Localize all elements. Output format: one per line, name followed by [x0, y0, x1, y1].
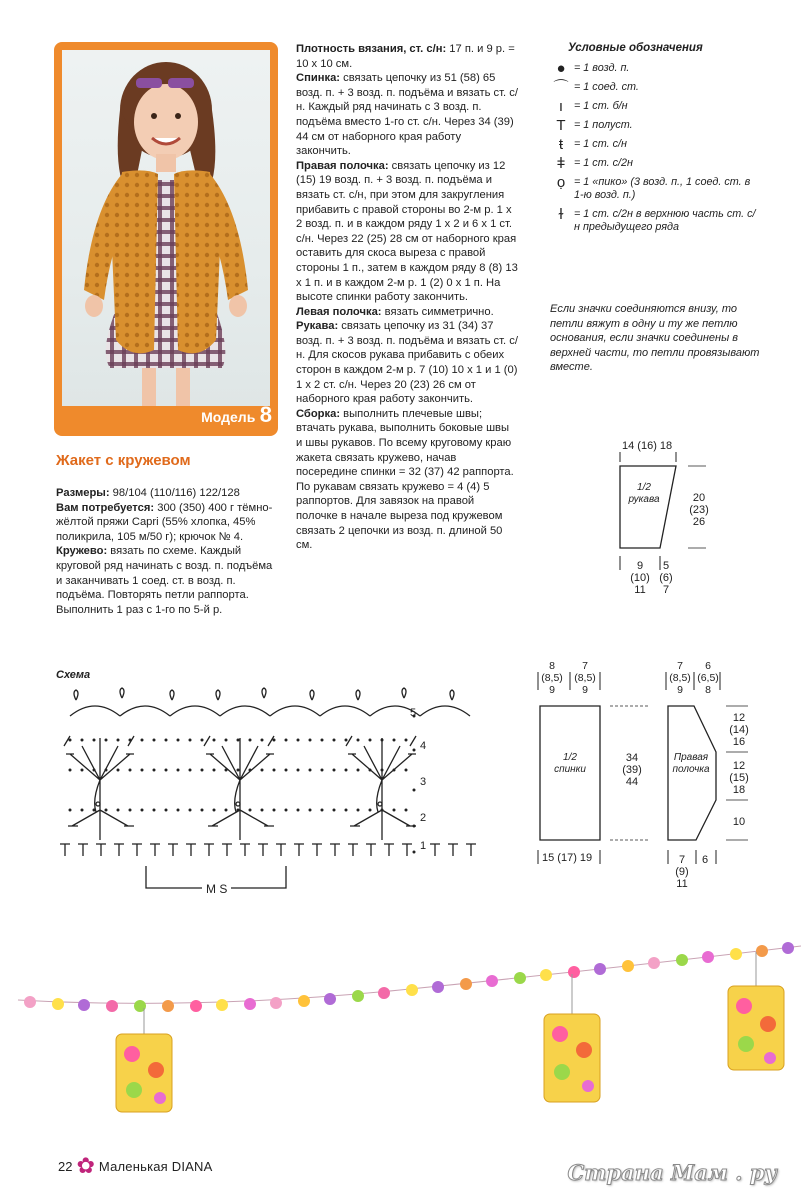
chart-motif	[204, 736, 274, 840]
back-tl-3: 9	[549, 684, 555, 696]
row-label-1: 1	[420, 840, 427, 852]
assembly-label: Сборка:	[296, 407, 341, 420]
row-label-2: 2	[420, 812, 427, 824]
sleeve-bl-2: (10)	[630, 572, 650, 584]
legend-text: = 1 ст. с/2н	[574, 157, 633, 169]
back-h-2: (39)	[622, 764, 642, 776]
picot-icon: ọ	[556, 174, 566, 191]
front-tr-2: (6,5)	[697, 672, 719, 684]
front-r1-3: 16	[732, 736, 746, 748]
back-value: связать цепочку из 51 (58) 65 возд. п. + 3 возд. п. подъёма и вязать ст. с/н. Каждый ряд начинать с 3 возд. п. подъёма вместо 1-го ст. с/н. Через 34 (39) 44 см от наборного края работу закончить.	[296, 72, 518, 158]
sleeve-label: 1/2 рукава	[628, 482, 660, 505]
legend-text: = 1 ст. с/н	[574, 138, 627, 150]
front-r2-1: 12	[732, 760, 746, 772]
materials-value: 300 (350) 400 г тёмно-жёлтой пряжи Capri (55% хлопка, 45% поликрила, 105 м/50 г); крючок № 4.	[56, 501, 273, 543]
front-tl-2: (8,5)	[669, 672, 691, 684]
front-bottom-left	[672, 854, 692, 890]
density-label: Плотность вязания, ст. с/н:	[296, 43, 447, 55]
left-front-label: Левая полочка:	[296, 305, 382, 318]
row-label-5: 5	[410, 707, 417, 719]
sleeve-br-2: (6)	[659, 572, 673, 584]
front-bl-3: 11	[676, 878, 688, 890]
materials-label: Вам потребуется:	[56, 501, 155, 514]
right-front-label: Правая полочка:	[296, 159, 389, 172]
treble-into-top-icon: ɫ	[558, 206, 564, 223]
row-label-3: 3	[420, 776, 427, 788]
garland-decoration	[0, 930, 801, 1130]
double-crochet-icon: ŧ	[558, 136, 564, 153]
front-label: Правая полочка	[672, 752, 710, 775]
front-tr-3: 8	[705, 684, 711, 696]
model-number: 8	[259, 402, 272, 427]
legend-text: = 1 ст. с/2н в верхнюю часть ст. с/н предыдущего ряда	[574, 208, 756, 233]
back-bottom: 15 (17) 19	[542, 852, 593, 864]
back-tl-1: 8	[549, 660, 555, 672]
sizes-value: 98/104 (110/116) 122/128	[109, 487, 240, 499]
sleeve-bottom-left	[628, 560, 652, 596]
back-label: 1/2 спинки	[554, 752, 586, 775]
legend-text: = 1 ст. б/н	[574, 100, 628, 112]
magazine-name: Маленькая DIANA	[98, 1158, 213, 1174]
row-label-4: 4	[420, 740, 427, 752]
sleeve-top-label: 14 (16) 18	[622, 440, 673, 452]
chart-motif	[346, 736, 416, 840]
front-top-right	[694, 660, 722, 696]
site-watermark: Страна Мам . ру	[567, 1160, 777, 1185]
back-tr-1: 7	[582, 660, 588, 672]
legend-text: = 1 «пико» (3 возд. п., 1 соед. ст. в 1-ю возд. п.)	[574, 176, 751, 201]
treble-crochet-icon: ǂ	[556, 155, 566, 172]
right-front-value: связать цепочку из 12 (15) 19 возд. п. + 3 возд. п. подъёма и вязать ст. с/н, при этом для закругления прибавить с правой стороны во 2-м р. 1 x 2 возд. п. и в каждом ряду 1 x 2 и 6 x 1 ст. с/н. Через 22 (25) 28 см от наборного края оставить для скоса выреза с правой стороны 1 п., затем в каждом ряду 8 (8) 13 x 1 п. и в каждом 2-м р. 1 (2) 0 x 1 п. На высоте спинки работу закончить.	[296, 159, 518, 304]
back-tr-2: (8,5)	[574, 672, 596, 684]
flower-petals	[24, 942, 794, 1012]
flower-logo-icon: ✿	[76, 1153, 95, 1178]
sleeve-br-1: 5	[662, 560, 670, 572]
front-bottom-right: 6	[702, 854, 709, 866]
back-h-1: 34	[625, 752, 639, 764]
page-footer	[58, 1155, 212, 1177]
page-title: Жакет с кружевом	[56, 452, 191, 469]
front-r1-1: 12	[732, 712, 746, 724]
chart-motif	[64, 736, 134, 840]
repeat-label: M S	[202, 882, 231, 896]
sleeve-height-2: (23)	[689, 504, 709, 516]
sleeve-height-1: 20	[692, 492, 706, 504]
paper-lantern	[116, 1008, 172, 1112]
back-top-right	[572, 660, 598, 696]
front-bl-1: 7	[678, 854, 686, 866]
front-right-3: 10	[732, 816, 746, 828]
paper-lantern	[544, 974, 600, 1102]
back-h-3: 44	[625, 776, 639, 788]
legend-text: = 1 соед. ст.	[574, 81, 639, 93]
back-height	[618, 752, 646, 788]
sleeve-bl-1: 9	[636, 560, 644, 572]
sleeves-value: связать цепочку из 31 (34) 37 возд. п. + 3 возд. п. подъёма и вязать ст. с/н. Для скосов рукава прибавить с обеих сторон в каждом 2-м р. 7 (10) 10 x 1 и 1 (0) 1 x 2 ст. с/н. Через 20 (23) 26 см от наборного края работу закончить.	[296, 320, 518, 406]
front-right-2	[726, 760, 752, 796]
back-tr-3: 9	[582, 684, 588, 696]
legend-text: = 1 полуст.	[574, 119, 633, 131]
slip-stitch-icon: ⌒	[553, 79, 569, 96]
front-right-1	[726, 712, 752, 748]
sleeve-height-3: 26	[692, 516, 706, 528]
back-tl-2: (8,5)	[541, 672, 563, 684]
front-tl-1: 7	[677, 660, 683, 672]
front-bl-2: (9)	[675, 866, 689, 878]
left-front-value: вязать симметрично.	[381, 305, 494, 318]
back-label: Спинка:	[296, 72, 341, 85]
front-tr-1: 6	[705, 660, 711, 672]
back-top-left	[540, 660, 564, 696]
legend-title: Условные обозначения	[568, 42, 703, 54]
sleeves-label: Рукава:	[296, 320, 339, 333]
sleeve-height	[688, 492, 710, 528]
sizes-label: Размеры:	[56, 487, 110, 499]
page-number: 22	[58, 1158, 73, 1174]
sleeve-br-3: 7	[662, 584, 670, 596]
density-value: 17 п. и 9 р. = 10 x 10 см.	[296, 43, 515, 70]
legend-note: Если значки соединяются внизу, то петли вяжут в одну и ту же петлю основания, если значки соединены в верхней части, то петли провязывают вместе.	[550, 303, 760, 373]
paper-lantern	[728, 952, 784, 1070]
front-top-left	[666, 660, 694, 696]
schema-title: Схема	[56, 669, 91, 681]
front-r2-2: (15)	[729, 772, 749, 784]
legend-text: = 1 возд. п.	[574, 62, 630, 74]
assembly-value: выполнить плечевые швы; втачать рукава, выполнить боковые швы и швы рукавов. По всему круговому краю жакета связать кружево, начав посередине спинки = 32 (37) 42 раппорта. По рукавам связать кружево = 4 (4) 5 раппортов. Для завязок на правой полочке в начале выреза под кружевом связать 2 цепочки из возд. п. длиной 50 см.	[296, 407, 514, 552]
front-tl-3: 9	[677, 684, 683, 696]
sleeve-bl-3: 11	[634, 584, 646, 596]
lace-value: вязать по схеме. Каждый круговой ряд начинать с возд. п. подъёма и заканчивать 1 соед. ст. в возд. п. подъёма. Повторять петли раппорта. Выполнить 1 раз с 1-го по 5-й р.	[56, 545, 273, 616]
front-r2-3: 18	[732, 784, 746, 796]
lace-label: Кружево:	[56, 545, 108, 558]
chain-stitch-icon: ●	[556, 60, 566, 77]
model-label: Модель	[201, 409, 256, 425]
chain-dots	[69, 715, 416, 854]
chart-row-1	[60, 844, 476, 856]
half-double-icon: T	[556, 117, 566, 134]
sleeve-bottom-right	[656, 560, 676, 596]
single-crochet-icon: ı	[558, 98, 564, 115]
front-r1-2: (14)	[729, 724, 749, 736]
